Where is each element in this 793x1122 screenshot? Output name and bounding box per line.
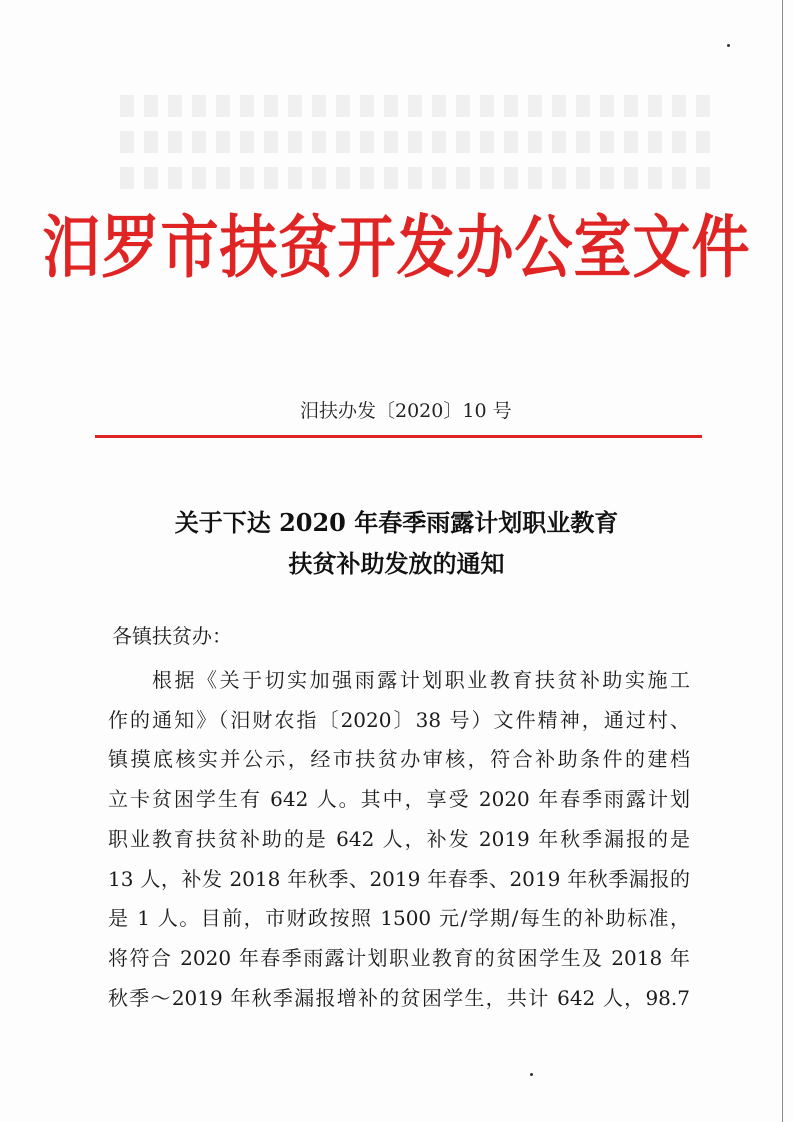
scan-speck xyxy=(727,44,730,47)
red-divider-rule xyxy=(95,435,702,438)
document-header-title: 汨罗市扶贫开发办公室文件 xyxy=(42,207,751,288)
salutation: 各镇扶贫办： xyxy=(112,624,232,648)
document-number: 汨扶办发〔2020〕10 号 xyxy=(300,400,512,422)
notice-title-line-1: 关于下达 2020 年春季雨露计划职业教育 xyxy=(174,508,619,537)
notice-title-line-2: 扶贫补助发放的通知 xyxy=(288,549,505,578)
body-line-1: 根据《关于切实加强雨露计划职业教育扶贫补助实施工 xyxy=(152,668,690,692)
show-through-text xyxy=(120,95,720,205)
body-line-8: 将符合 2020 年春季雨露计划职业教育的贫困学生及 2018 年 xyxy=(108,946,690,970)
body-line-9: 秋季～2019 年秋季漏报增补的贫困学生，共计 642 人，98.7 xyxy=(108,986,690,1010)
body-line-3: 镇摸底核实并公示，经市扶贫办审核，符合补助条件的建档 xyxy=(108,747,690,771)
body-line-6: 13 人，补发 2018 年秋季、2019 年春季、2019 年秋季漏报的 xyxy=(108,867,690,891)
body-line-4: 立卡贫困学生有 642 人。其中，享受 2020 年春季雨露计划 xyxy=(108,787,690,811)
scan-speck xyxy=(530,1073,533,1076)
scan-edge-line xyxy=(782,0,783,1122)
body-line-7: 是 1 人。目前，市财政按照 1500 元/学期/每生的补助标准， xyxy=(108,906,690,930)
body-line-2: 作的通知》（汨财农指〔2020〕38 号）文件精神，通过村、 xyxy=(108,708,690,732)
body-line-5: 职业教育扶贫补助的是 642 人，补发 2019 年秋季漏报的是 xyxy=(108,827,690,851)
